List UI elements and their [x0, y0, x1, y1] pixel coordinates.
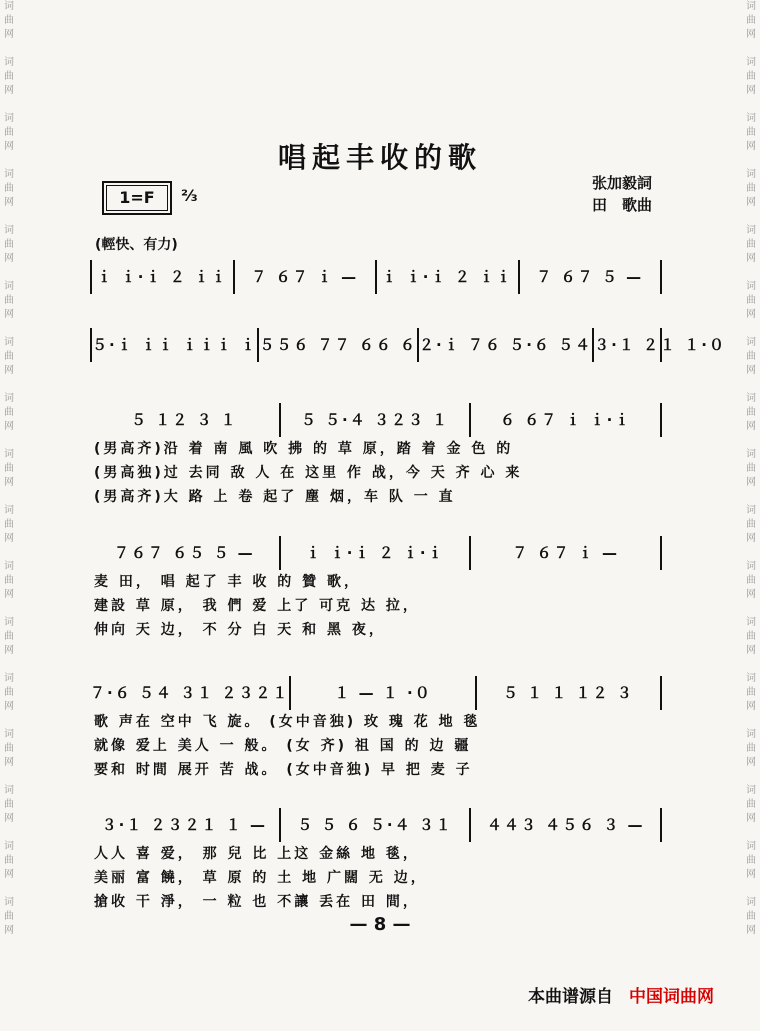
watermark-char: 网 — [4, 813, 14, 824]
watermark-gap — [2, 826, 16, 840]
time-signature: ⅔ — [181, 186, 198, 205]
watermark-gap — [2, 266, 16, 280]
measure: ７ ６７ ｉ — — [235, 260, 378, 294]
watermark-char: 词 — [746, 617, 756, 628]
watermark-gap — [744, 602, 758, 616]
watermark-char: 曲 — [4, 71, 14, 82]
watermark-char: 网 — [746, 421, 756, 432]
watermark-char: 网 — [4, 477, 14, 488]
watermark-char: 曲 — [4, 351, 14, 362]
watermark-char: 网 — [4, 141, 14, 152]
watermark-char: 网 — [746, 533, 756, 544]
lyric-line: 歌 声在 空中 飞 旋。 (女中音独) 玫 瑰 花 地 毯 — [94, 714, 481, 730]
lyric-line: 伸向 天 边， 不 分 白 天 和 黑 夜， — [94, 622, 386, 638]
watermark-char: 词 — [4, 673, 14, 684]
measure: ７６７ ６５ ５ — — [90, 536, 281, 570]
watermark-char: 曲 — [4, 687, 14, 698]
watermark-char: 网 — [4, 589, 14, 600]
source-footer — [528, 982, 714, 1007]
watermark-gap — [744, 546, 758, 560]
watermark-char: 词 — [746, 785, 756, 796]
lyricist: 张加毅詞 — [592, 174, 653, 192]
watermark-char: 曲 — [4, 239, 14, 250]
watermark-gap — [744, 266, 758, 280]
watermark-char: 曲 — [746, 687, 756, 698]
watermark-char: 曲 — [4, 519, 14, 530]
lyric-line: 就像 爱上 美人 一 般。 (女 齐) 祖 国 的 边 疆 — [94, 738, 472, 754]
footer-brand-link[interactable]: 中国词曲网 — [629, 987, 714, 1007]
watermark-char: 网 — [4, 533, 14, 544]
watermark-gap — [2, 322, 16, 336]
lyric-line: 人人 喜 爱， 那 兒 比 上这 金絲 地 毯， — [94, 846, 420, 862]
watermark-char: 网 — [4, 869, 14, 880]
measure: ５ １ １ １２ ３ — [502, 684, 634, 702]
watermark-char: 曲 — [4, 631, 14, 642]
watermark-char: 曲 — [4, 127, 14, 138]
watermark-char: 词 — [746, 505, 756, 516]
watermark-gap — [2, 714, 16, 728]
watermark-char: 词 — [4, 113, 14, 124]
watermark-gap — [2, 490, 16, 504]
measure: ５·ｉ ｉｉ ｉｉｉ ｉ — [92, 328, 259, 362]
watermark-char: 网 — [4, 309, 14, 320]
watermark-char: 词 — [746, 561, 756, 572]
measure: ２·ｉ ７６ ５·６ ５４ — [419, 328, 594, 362]
watermark-char: 曲 — [746, 631, 756, 642]
watermark-char: 词 — [746, 729, 756, 740]
measure: ３·１ ２１ １·０ — [594, 336, 726, 354]
watermark-char: 网 — [4, 757, 14, 768]
lyric-line: 麦 田， 唱 起了 丰 收 的 贊 歌， — [94, 574, 361, 590]
verse-row-3 — [90, 676, 662, 782]
watermark-gap — [744, 490, 758, 504]
watermark-gap — [744, 938, 758, 952]
watermark-char: 词 — [4, 225, 14, 236]
lyric-line: (男高独)过 去同 敌 人 在 这里 作 战，今 天 齐 心 来 — [94, 465, 523, 481]
watermark-char: 曲 — [746, 71, 756, 82]
lyric-line: 建設 草 原， 我 們 爱 上了 可克 达 拉， — [94, 598, 420, 614]
watermark-char: 曲 — [4, 407, 14, 418]
measure: ３·１ ２３２１ １ — — [90, 808, 281, 842]
watermark-char: 曲 — [746, 407, 756, 418]
watermark-char: 词 — [746, 281, 756, 292]
watermark-char: 曲 — [4, 575, 14, 586]
watermark-gap — [2, 210, 16, 224]
watermark-char: 网 — [746, 477, 756, 488]
measure: ｉ ｉ·ｉ ２ ｉ·ｉ — [281, 536, 472, 570]
watermark-char: 网 — [746, 141, 756, 152]
measure: ５５６ ７７ ６６ ６ — [259, 328, 419, 362]
watermark-char: 曲 — [746, 911, 756, 922]
watermark-char: 词 — [4, 281, 14, 292]
watermark-char: 曲 — [746, 575, 756, 586]
watermark-char: 词 — [4, 1, 14, 12]
page-number: — 8 — — [349, 914, 411, 935]
watermark-char: 曲 — [4, 295, 14, 306]
verse-row-2 — [90, 536, 662, 642]
watermark-char: 词 — [746, 225, 756, 236]
watermark-gap — [2, 658, 16, 672]
credits — [592, 172, 652, 216]
watermark-char: 词 — [4, 337, 14, 348]
watermark-gap — [744, 42, 758, 56]
watermark-gap — [2, 938, 16, 952]
watermark-char: 词 — [746, 169, 756, 180]
measure: ６ ６７ ｉ ｉ·ｉ — [499, 411, 632, 429]
watermark-char: 网 — [746, 813, 756, 824]
song-title: 唱起丰收的歌 — [277, 141, 482, 174]
watermark-char: 词 — [4, 729, 14, 740]
measure: ７·６ ５４ ３１ ２３２１ — [90, 676, 291, 710]
watermark-gap — [744, 210, 758, 224]
watermark-gap — [2, 378, 16, 392]
watermark-gap — [744, 770, 758, 784]
lyric-line: (男高齐)沿 着 南 風 吹 拂 的 草 原，踏 着 金 色 的 — [94, 441, 514, 457]
watermark-char: 曲 — [746, 463, 756, 474]
watermark-char: 词 — [746, 393, 756, 404]
watermark-char: 网 — [746, 29, 756, 40]
watermark-char: 词 — [746, 841, 756, 852]
watermark-char: 网 — [746, 757, 756, 768]
watermark-gap — [744, 714, 758, 728]
watermark-char: 词 — [4, 841, 14, 852]
key-signature: 1=F — [102, 181, 172, 215]
watermark-char: 曲 — [4, 743, 14, 754]
measure: ｉ ｉ·ｉ ２ ｉｉ — [377, 260, 520, 294]
watermark-gap — [2, 98, 16, 112]
watermark-char: 词 — [746, 1, 756, 12]
watermark-gap — [744, 322, 758, 336]
measure: ５ ５·４ ３２３ １ — [281, 403, 472, 437]
watermark-char: 词 — [4, 561, 14, 572]
watermark-char: 网 — [746, 253, 756, 264]
measure: ５ １２ ３ １ — [90, 403, 281, 437]
watermark-gap — [2, 434, 16, 448]
measure: ４４３ ４５６ ３ — — [486, 816, 645, 834]
watermark-char: 网 — [4, 365, 14, 376]
watermark-char: 曲 — [4, 183, 14, 194]
watermark-char: 曲 — [4, 463, 14, 474]
watermark-gap — [744, 434, 758, 448]
watermark-char: 词 — [746, 337, 756, 348]
watermark-gap — [2, 602, 16, 616]
footer-prefix: 本曲谱源自 — [528, 987, 613, 1007]
watermark-char: 网 — [746, 925, 756, 936]
watermark-char: 词 — [4, 169, 14, 180]
watermark-char: 网 — [4, 701, 14, 712]
watermark-gap — [744, 658, 758, 672]
tempo-marking: (輕快、有力) — [95, 237, 178, 253]
watermark-gap — [2, 770, 16, 784]
watermark-char: 网 — [746, 309, 756, 320]
verse-row-4 — [90, 808, 662, 914]
watermark-char: 词 — [4, 449, 14, 460]
watermark-char: 网 — [746, 701, 756, 712]
watermark-char: 网 — [746, 197, 756, 208]
watermark-char: 词 — [746, 449, 756, 460]
intro-line-2 — [90, 328, 726, 362]
watermark-char: 曲 — [4, 911, 14, 922]
watermark-gap — [2, 546, 16, 560]
lyric-line: 搶收 干 淨， 一 粒 也 不讓 丢在 田 間， — [94, 894, 420, 910]
watermark-char: 词 — [4, 617, 14, 628]
measure: ｉ ｉ·ｉ ２ ｉｉ — [92, 260, 235, 294]
watermark-char: 曲 — [4, 855, 14, 866]
watermark-char: 曲 — [4, 15, 14, 26]
watermark-char: 词 — [746, 897, 756, 908]
measure: ７ ６７ ５ — — [536, 268, 644, 286]
watermark-char: 词 — [4, 393, 14, 404]
watermark-char: 网 — [4, 925, 14, 936]
watermark-char: 词 — [4, 785, 14, 796]
measure: ７ ６７ ｉ — — [512, 544, 620, 562]
watermark-char: 词 — [746, 57, 756, 68]
watermark-gap — [744, 882, 758, 896]
watermark-char: 词 — [4, 897, 14, 908]
watermark-char: 网 — [746, 869, 756, 880]
watermark-char: 网 — [746, 645, 756, 656]
watermark-char: 曲 — [4, 799, 14, 810]
watermark-gap — [2, 42, 16, 56]
measure: ５ ５ ６ ５·４ ３１ — [281, 808, 472, 842]
watermark-char: 网 — [746, 365, 756, 376]
watermark-char: 词 — [746, 113, 756, 124]
watermark-char: 网 — [4, 253, 14, 264]
watermark-char: 网 — [4, 29, 14, 40]
watermark-char: 曲 — [746, 743, 756, 754]
watermark-char: 网 — [4, 85, 14, 96]
watermark-char: 曲 — [746, 519, 756, 530]
watermark-char: 曲 — [746, 127, 756, 138]
watermark-char: 网 — [4, 421, 14, 432]
lyric-line: 要和 时間 展开 苦 战。 (女中音独) 早 把 麦 子 — [94, 762, 473, 778]
composer: 田 歌曲 — [592, 196, 653, 214]
watermark-gap — [744, 378, 758, 392]
watermark-char: 曲 — [746, 799, 756, 810]
watermark-char: 词 — [4, 57, 14, 68]
watermark-char: 曲 — [746, 15, 756, 26]
lyric-line: (男高齐)大 路 上 卷 起了 塵 烟，车 队 一 直 — [94, 489, 456, 505]
measure: １ — １ ·０ — [291, 676, 476, 710]
lyric-line: 美丽 富 饒， 草 原 的 土 地 广闊 无 边， — [94, 870, 428, 886]
watermark-gap — [2, 882, 16, 896]
verse-row-1 — [90, 403, 662, 509]
watermark-char: 曲 — [746, 855, 756, 866]
watermark-char: 曲 — [746, 295, 756, 306]
intro-line-1 — [90, 260, 662, 294]
watermark-char: 网 — [4, 645, 14, 656]
watermark-char: 曲 — [746, 239, 756, 250]
watermark-gap — [744, 98, 758, 112]
watermark-char: 词 — [746, 673, 756, 684]
watermark-char: 曲 — [746, 183, 756, 194]
watermark-char: 网 — [746, 85, 756, 96]
watermark-char: 词 — [4, 505, 14, 516]
watermark-char: 网 — [4, 197, 14, 208]
watermark-char: 曲 — [746, 351, 756, 362]
watermark-gap — [744, 826, 758, 840]
watermark-char: 网 — [746, 589, 756, 600]
